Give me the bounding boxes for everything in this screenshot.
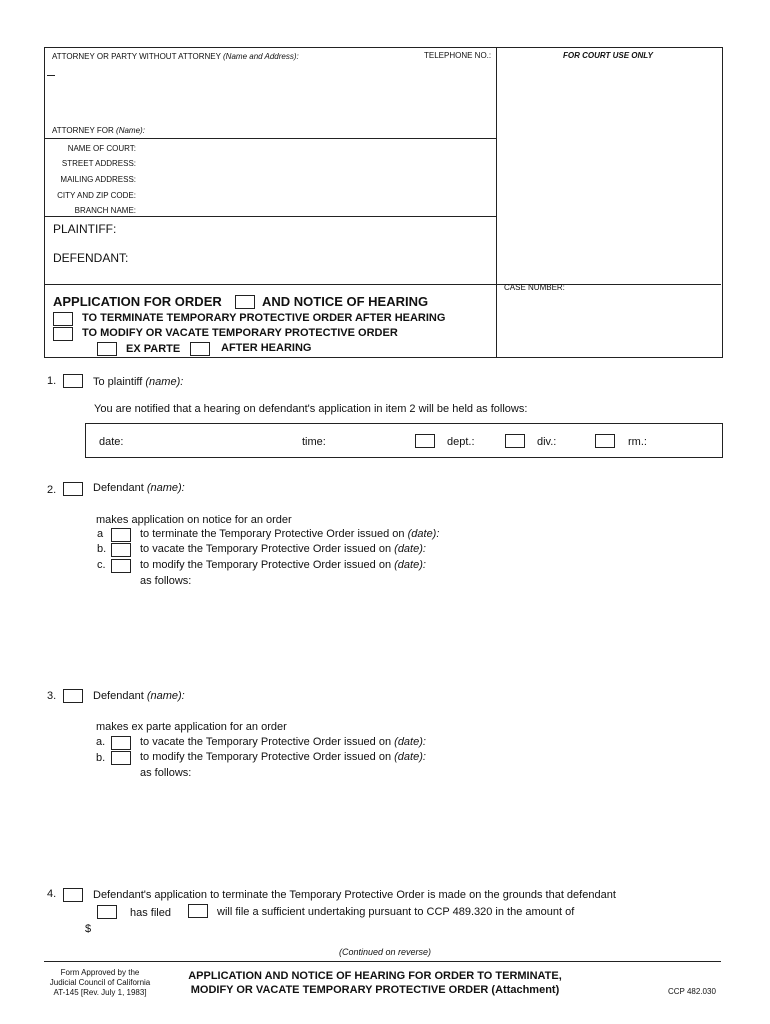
item2b-text: to vacate the Temporary Protective Order issued on (date):	[140, 543, 426, 555]
item1-label: To plaintiff (name):	[93, 376, 184, 388]
item2-checkbox[interactable]	[63, 482, 83, 496]
item3-as-follows: as follows:	[140, 767, 192, 779]
city-zip-label: CITY AND ZIP CODE:	[57, 191, 136, 200]
item2b-letter: b.	[97, 543, 107, 555]
after-hearing-checkbox[interactable]	[190, 342, 210, 356]
item2a-letter: a	[97, 528, 104, 540]
parties-bottom-line	[44, 284, 721, 285]
rm-checkbox[interactable]	[595, 434, 615, 448]
item2c-checkbox[interactable]	[111, 559, 131, 573]
div-checkbox[interactable]	[505, 434, 525, 448]
item2-label: Defendant (name):	[93, 482, 185, 494]
telephone-label: TELEPHONE NO.:	[424, 51, 492, 60]
ccp-code: CCP 482.030	[668, 987, 716, 996]
item2-intro: makes application on notice for an order	[96, 514, 292, 526]
item3a-checkbox[interactable]	[111, 736, 131, 750]
item3-label: Defendant (name):	[93, 690, 185, 702]
item3-checkbox[interactable]	[63, 689, 83, 703]
item4-number: 4.	[47, 888, 57, 900]
item3-details-field[interactable]	[140, 784, 710, 874]
item1-plaintiff-name-field[interactable]	[190, 372, 710, 388]
has-filed-label: has filed	[130, 907, 171, 919]
court-use-label: FOR COURT USE ONLY	[563, 51, 653, 60]
dollar-sign: $	[85, 923, 92, 935]
title-application-for-order: APPLICATION FOR ORDER	[53, 294, 222, 309]
defendant-label: DEFENDANT:	[53, 251, 129, 265]
court-info-top-line	[44, 138, 496, 139]
attorney-for-label: ATTORNEY FOR (Name):	[52, 126, 145, 135]
form-approved-line3: AT-145 [Rev. July 1, 1983]	[53, 988, 147, 997]
item2a-text: to terminate the Temporary Protective Order issued on (date):	[140, 528, 440, 540]
dept-label: dept.:	[447, 436, 475, 448]
will-file-label: will file a sufficient undertaking pursuant to CCP 489.320 in the amount of	[217, 906, 575, 918]
form-approved-line2: Judicial Council of California	[49, 978, 151, 987]
item3b-checkbox[interactable]	[111, 751, 131, 765]
title-terminate-line: TO TERMINATE TEMPORARY PROTECTIVE ORDER AFTER HEARING	[82, 312, 446, 324]
item3b-text: to modify the Temporary Protective Order issued on (date):	[140, 751, 426, 763]
case-number-label: CASE NUMBER:	[504, 283, 565, 292]
item4-text: Defendant's application to terminate the Temporary Protective Order is made on the grounds that defendant	[93, 889, 616, 901]
court-use-field[interactable]	[500, 64, 716, 280]
item2c-letter: c.	[97, 559, 106, 571]
footer-title-block	[160, 969, 590, 997]
title-notice-of-hearing: AND NOTICE OF HEARING	[262, 294, 429, 309]
branch-name-label: BRANCH NAME:	[74, 206, 136, 215]
attorney-label: ATTORNEY OR PARTY WITHOUT ATTORNEY (Name and Address):	[52, 52, 299, 61]
attorney-name-field[interactable]	[52, 66, 490, 122]
plaintiff-label: PLAINTIFF:	[53, 222, 117, 236]
item3-number: 3.	[47, 690, 57, 702]
name-of-court-label: NAME OF COURT:	[67, 144, 136, 153]
dept-checkbox[interactable]	[415, 434, 435, 448]
item1-number: 1.	[47, 375, 57, 387]
item2a-checkbox[interactable]	[111, 528, 131, 542]
case-number-field[interactable]	[500, 296, 716, 352]
continued-on-reverse: (Continued on reverse)	[338, 947, 432, 957]
hearing-time-label: time:	[302, 436, 326, 448]
item4-checkbox[interactable]	[63, 888, 83, 902]
item1-checkbox[interactable]	[63, 374, 83, 388]
ex-parte-label: EX PARTE	[126, 343, 181, 355]
terminate-after-hearing-checkbox[interactable]	[53, 312, 73, 326]
mailing-address-label: MAILING ADDRESS:	[60, 175, 136, 184]
item3a-letter: a.	[96, 736, 106, 748]
item2-as-follows: as follows:	[140, 575, 192, 587]
item3a-text: to vacate the Temporary Protective Order issued on (date):	[140, 736, 426, 748]
will-file-checkbox[interactable]	[188, 904, 208, 918]
hearing-date-label: date:	[99, 436, 124, 448]
item3-intro: makes ex parte application for an order	[96, 721, 287, 733]
notice-of-hearing-checkbox[interactable]	[235, 295, 255, 309]
form-approved-line1: Form Approved by the	[60, 968, 140, 977]
hearing-date-field[interactable]	[130, 430, 290, 448]
form-approved-block	[44, 968, 156, 998]
after-hearing-label: AFTER HEARING	[221, 342, 312, 354]
court-info-bottom-line	[44, 216, 496, 217]
has-filed-checkbox[interactable]	[97, 905, 117, 919]
modify-vacate-checkbox[interactable]	[53, 327, 73, 341]
item2-defendant-name-field[interactable]	[190, 480, 710, 496]
item2-details-field[interactable]	[140, 592, 710, 672]
undertaking-amount-field[interactable]	[96, 920, 296, 936]
hearing-time-field[interactable]	[332, 430, 408, 448]
item1-notice-text: You are notified that a hearing on defendant's application in item 2 will be held as follows:	[94, 403, 528, 415]
div-label: div.:	[537, 436, 557, 448]
ex-parte-checkbox[interactable]	[97, 342, 117, 356]
item3b-letter: b.	[96, 752, 106, 764]
item3-defendant-name-field[interactable]	[190, 687, 710, 703]
court-use-divider	[496, 47, 497, 357]
item2b-checkbox[interactable]	[111, 543, 131, 557]
footer-title-line2: MODIFY OR VACATE TEMPORARY PROTECTIVE ORDER (Attachment)	[190, 984, 560, 996]
footer-title-line1: APPLICATION AND NOTICE OF HEARING FOR ORDER TO TERMINATE,	[188, 970, 562, 982]
footer-rule	[44, 961, 721, 962]
rm-label: rm.:	[628, 436, 647, 448]
title-modify-line: TO MODIFY OR VACATE TEMPORARY PROTECTIVE ORDER	[82, 327, 398, 339]
item2-number: 2.	[47, 484, 57, 496]
item2c-text: to modify the Temporary Protective Order issued on (date):	[140, 559, 426, 571]
street-address-label: STREET ADDRESS:	[61, 159, 136, 168]
